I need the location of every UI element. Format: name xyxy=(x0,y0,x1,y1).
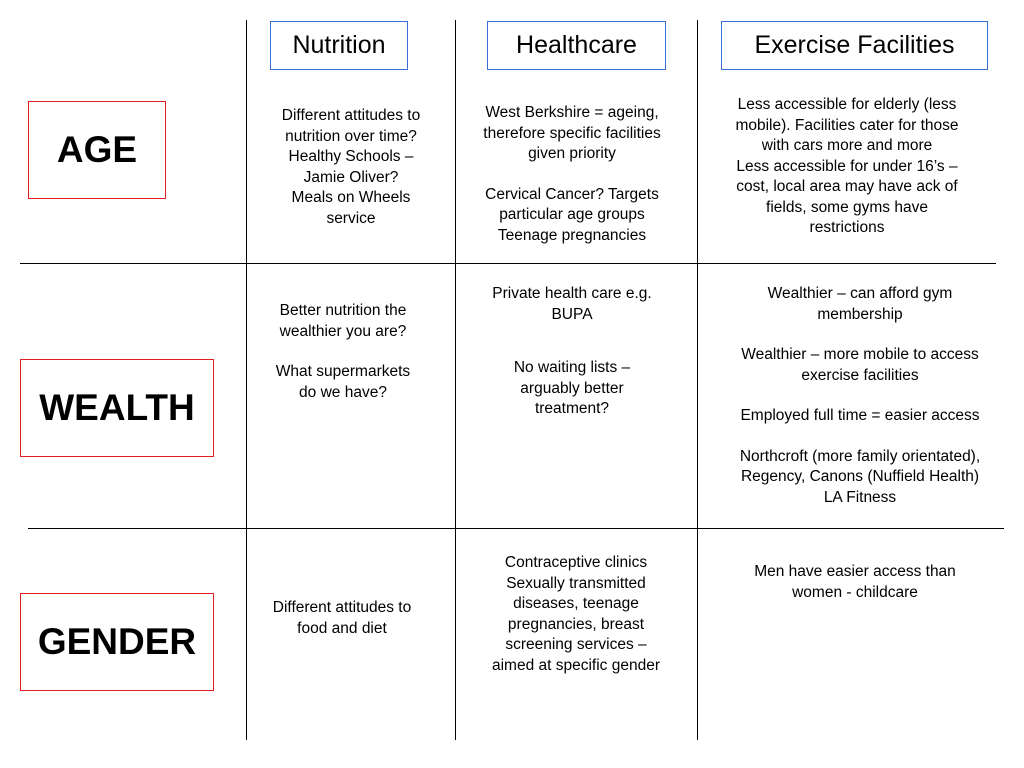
cell-text: West Berkshire = ageing, therefore specific facilities given priority xyxy=(483,104,661,162)
cell-text: Less accessible for elderly (less mobile). Facilities cater for those with cars more and more Less accessible for under 16’s – cost, local area may have ack of fields, some gyms have restrictions xyxy=(735,96,959,236)
cell-text: What supermarkets do we have? xyxy=(275,363,411,401)
cell-text: Wealthier – more mobile to access exercise facilities xyxy=(741,346,979,384)
cell-text: Men have easier access than women - childcare xyxy=(754,563,956,601)
cell-wealth-exercise xyxy=(712,284,1008,508)
cell-gender-exercise xyxy=(715,562,995,603)
row-header-wealth: WEALTH xyxy=(20,359,214,457)
grid-vertical-line-2 xyxy=(455,20,456,740)
cell-text: Better nutrition the wealthier you are? xyxy=(279,302,407,340)
grid-horizontal-line-1 xyxy=(20,263,996,264)
cell-gender-nutrition xyxy=(252,598,432,639)
grid-vertical-line-3 xyxy=(697,20,698,740)
cell-age-healthcare xyxy=(462,103,682,246)
cell-age-nutrition xyxy=(256,106,446,229)
cell-gender-healthcare xyxy=(466,553,686,676)
cell-text: Different attitudes to food and diet xyxy=(272,599,412,637)
column-header-healthcare: Healthcare xyxy=(487,21,666,70)
cell-wealth-healthcare xyxy=(462,284,682,420)
cell-text: Private health care e.g. BUPA xyxy=(492,285,652,323)
row-header-gender: GENDER xyxy=(20,593,214,691)
column-header-nutrition: Nutrition xyxy=(270,21,408,70)
grid-vertical-line-1 xyxy=(246,20,247,740)
cell-text: No waiting lists – arguably better treatment? xyxy=(513,359,631,417)
cell-text: Northcroft (more family orientated), Regency, Canons (Nuffield Health) LA Fitness xyxy=(739,447,981,506)
cell-text: Employed full time = easier access xyxy=(740,407,980,424)
column-header-exercise-facilities: Exercise Facilities xyxy=(721,21,988,70)
cell-text: Cervical Cancer? Targets particular age groups Teenage pregnancies xyxy=(485,185,659,244)
cell-text: Wealthier – can afford gym membership xyxy=(767,285,953,323)
cell-wealth-nutrition xyxy=(252,301,434,403)
grid-horizontal-line-2 xyxy=(28,528,1004,529)
cell-age-exercise xyxy=(707,95,987,239)
row-header-age: AGE xyxy=(28,101,166,199)
cell-text: Contraceptive clinics Sexually transmitted diseases, teenage pregnancies, breast screening services – aimed at specific gender xyxy=(491,554,660,674)
cell-text: Different attitudes to nutrition over time? Healthy Schools – Jamie Oliver? Meals on Wheels service xyxy=(281,107,421,227)
